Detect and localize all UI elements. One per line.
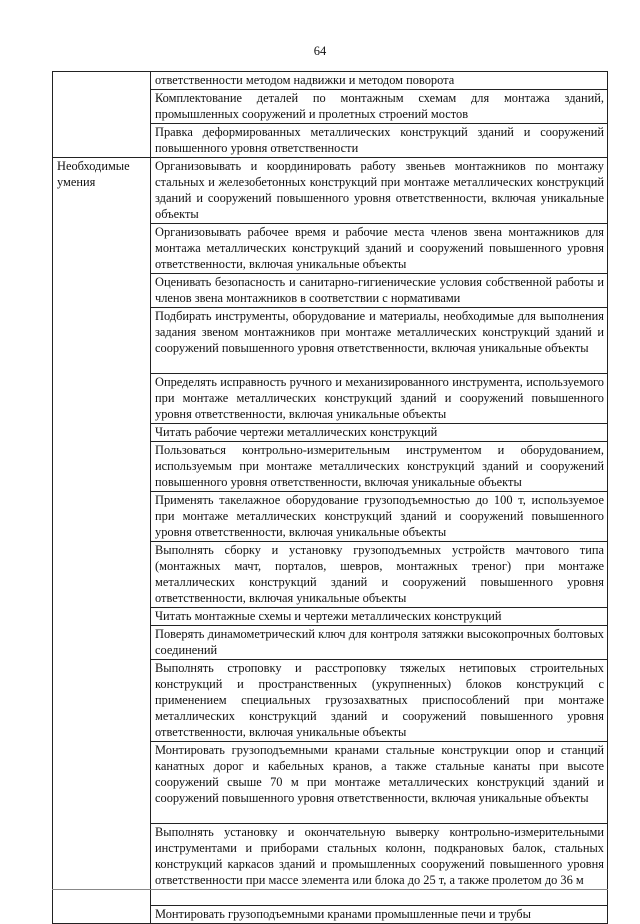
table-cell: Монтировать грузоподъемными кранами стальные конструкции опор и станций канатных дорог и кабельных кранов, а также стальные канаты при высоте сооружений свыше 70 м при монтаже металлических конструкций зданий и сооружений повышенного уровня ответственности, включая уникальные объекты <box>151 742 608 824</box>
table-cell: Выполнять установку и окончательную выверку контрольно-измерительными инструментами и приборами стальных колонн, подкрановых балок, стальных конструкций каркасов зданий и промышленных сооружений повышенного уровня ответственности при массе элемента или блока до 25 т, а также пролетом до 36 м <box>151 824 608 906</box>
table-row <box>53 72 608 90</box>
section-label: Необходимые умения <box>53 158 151 924</box>
page-bottom-divider <box>52 889 608 890</box>
table-cell: Поверять динамометрический ключ для контроля затяжки высокопрочных болтовых соединений <box>151 626 608 660</box>
page-number: 64 <box>313 44 327 58</box>
requirements-table <box>52 71 608 924</box>
table-cell: Читать рабочие чертежи металлических конструкций <box>151 424 608 442</box>
table-cell: Читать монтажные схемы и чертежи металлических конструкций <box>151 608 608 626</box>
table-cell: Оценивать безопасность и санитарно-гигиенические условия собственной работы и членов звена монтажников в соответствии с нормативами <box>151 274 608 308</box>
table-row <box>53 158 608 224</box>
table-cell: Определять исправность ручного и механизированного инструмента, используемого при монтаже металлических конструкций зданий и сооружений повышенного уровня ответственности, включая уникальные объекты <box>151 374 608 424</box>
table-cell: ответственности методом надвижки и методом поворота <box>151 72 608 90</box>
table-cell: Организовывать рабочее время и рабочие места членов звена монтажников для монтажа металлических конструкций зданий и сооружений повышенного уровня ответственности, включая уникальные объекты <box>151 224 608 274</box>
table-cell: Монтировать грузоподъемными кранами промышленные печи и трубы <box>151 906 608 924</box>
table-cell: Выполнять строповку и расстроповку тяжелых нетиповых строительных конструкций и пространственных (укрупненных) блоков конструкций с применением специальных грузозахватных приспособлений при монтаже металлических конструкций зданий и сооружений повышенного уровня ответственности, включая уникальные объекты <box>151 660 608 742</box>
table-cell: Правка деформированных металлических конструкций зданий и сооружений повышенного уровня ответственности <box>151 124 608 158</box>
table-cell: Организовывать и координировать работу звеньев монтажников по монтажу стальных и железобетонных конструкций при монтаже металлических конструкций зданий и сооружений повышенного уровня ответственности, включая уникальные объекты <box>151 158 608 224</box>
table-cell: Применять такелажное оборудование грузоподъемностью до 100 т, используемое при монтаже металлических конструкций зданий и сооружений повышенного уровня ответственности, включая уникальные объекты <box>151 492 608 542</box>
table-cell: Подбирать инструменты, оборудование и материалы, необходимые для выполнения задания звеном монтажников при монтаже металлических конструкций зданий и сооружений повышенного уровня ответственности, включая уникальные объекты <box>151 308 608 374</box>
table-cell: Выполнять сборку и установку грузоподъемных устройств мачтового типа (монтажных мачт, порталов, шевров, монтажных треног) при монтаже металлических конструкций зданий и сооружений повышенного уровня ответственности, включая уникальные объекты <box>151 542 608 608</box>
table-cell: Пользоваться контрольно-измерительным инструментом и оборудованием, используемым при монтаже металлических конструкций зданий и сооружений повышенного уровня ответственности, включая уникальные объекты <box>151 442 608 492</box>
empty-label-cell <box>53 72 151 158</box>
table-cell: Комплектование деталей по монтажным схемам для монтажа зданий, промышленных сооружений и пролетных строений мостов <box>151 90 608 124</box>
